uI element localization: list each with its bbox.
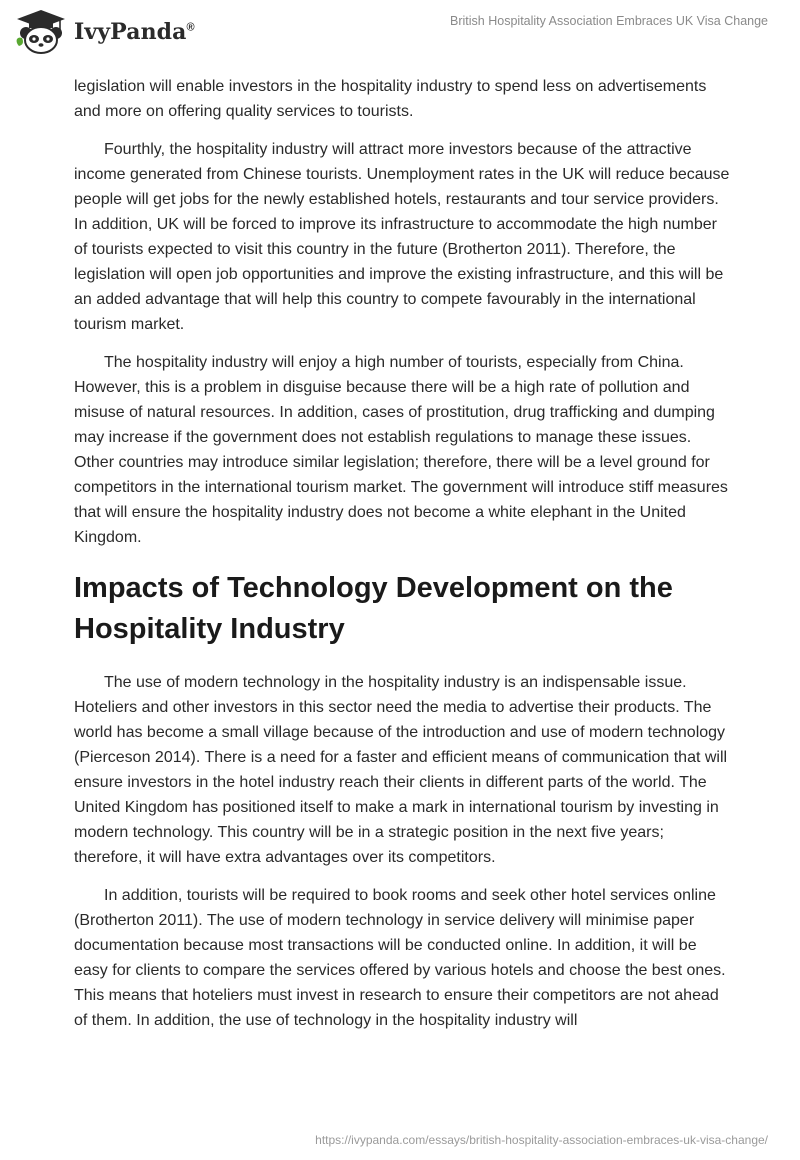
source-url[interactable]: https://ivypanda.com/essays/british-hospitality-association-embraces-uk-visa-change/ — [315, 1133, 768, 1147]
paragraph: The hospitality industry will enjoy a high number of tourists, especially from China. However, this is a problem in disguise because there will be a high rate of pollution and misuse of natural resources. In addition, cases of prostitution, drug trafficking and dumping may increase if the government does not establish regulations to manage these issues. Other countries may introduce similar legislation; therefore, there will be a level ground for competitors in the international tourism market. The government will introduce stiff measures that will ensure the hospitality industry does not become a white elephant in the United Kingdom. — [74, 354, 728, 546]
panda-mortarboard-icon — [14, 8, 68, 56]
ivypanda-logo[interactable] — [14, 8, 195, 56]
section-heading: Impacts of Technology Development on the Hospitality Industry — [74, 572, 673, 645]
logo-wordmark: IvyPanda® — [74, 19, 195, 45]
page-header — [0, 0, 800, 70]
paragraph: In addition, tourists will be required to book rooms and seek other hotel services online (Brotherton 2011). The use of modern technology in service delivery will minimise paper documentation because most transactions will be conducted online. In addition, it will be easy for clients to compare the services offered by various hotels and choose the best ones. This means that hoteliers must invest in research to ensure their competitors are not ahead of them. In addition, the use of technology in the hospitality industry will — [74, 887, 726, 1029]
essay-body — [74, 74, 734, 1046]
paragraph: The use of modern technology in the hospitality industry is an indispensable issue. Hoteliers and other investors in this sector need the media to advertise their products. The world has become a small village because of the introduction and use of modern technology (Pierceson 2014). There is a need for a faster and efficient means of communication that will ensure investors in the hotel industry reach their clients in different parts of the world. The United Kingdom has positioned itself to make a mark in international tourism by investing in modern technology. This country will be in a strategic position in the next five years; therefore, it will have extra advantages over its competitors. — [74, 674, 728, 866]
document-title: British Hospitality Association Embraces UK Visa Change — [450, 14, 768, 28]
paragraph: Fourthly, the hospitality industry will attract more investors because of the attractive income generated from Chinese tourists. Unemployment rates in the UK will reduce because people will get jobs for the newly established hotels, restaurants and tour service providers. In addition, UK will be forced to improve its infrastructure to accommodate the high number of tourists expected to visit this country in the future (Brotherton 2011). Therefore, the legislation will open job opportunities and improve the existing infrastructure, and this will be an added advantage that will help this country to compete favourably in the international tourism market. — [74, 141, 730, 333]
registered-mark: ® — [186, 21, 195, 34]
paragraph: legislation will enable investors in the hospitality industry to spend less on advertisements and more on offering quality services to tourists. — [74, 78, 707, 120]
